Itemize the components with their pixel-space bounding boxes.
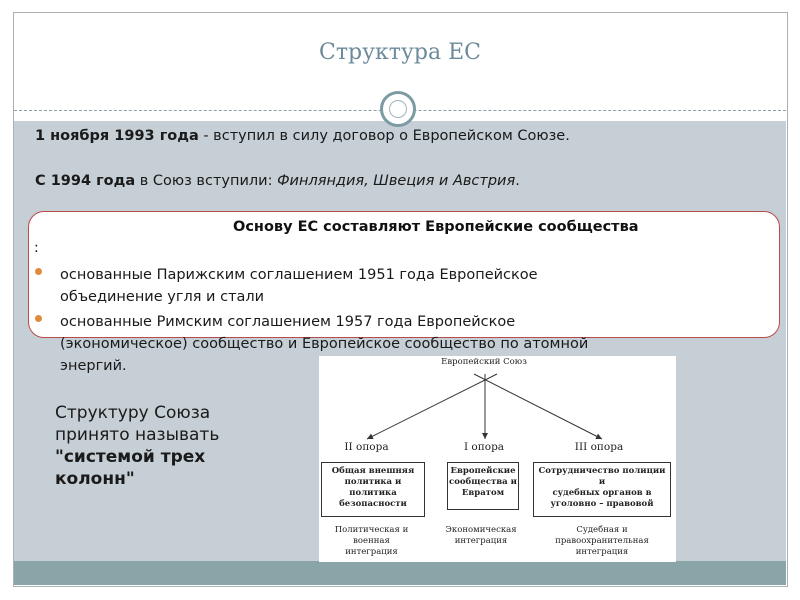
pillar-3-box-line: и: [598, 477, 606, 487]
arrow-left: [367, 374, 497, 439]
caption-line: Судебная и: [576, 525, 628, 535]
caption-line: военная: [353, 536, 390, 546]
pillar-2-box-line: политика: [349, 488, 397, 498]
bullet-line: основанные Римским соглашением 1957 года Европейское: [60, 314, 516, 330]
bullet-text-paris: [60, 264, 538, 308]
pillar-2-box-line: Общая внешняя: [331, 466, 415, 476]
pillars-line: Структуру Союза: [55, 403, 211, 423]
treaty-line: [35, 128, 570, 144]
pillars-line: принято называть: [55, 425, 220, 445]
treaty-date: 1 ноября 1993 года: [35, 128, 199, 144]
bullet-line: энергий.: [60, 358, 127, 374]
pillar-3-box: [533, 462, 671, 517]
caption-line: интеграция: [575, 547, 629, 557]
pillar-2-box-line: безопасности: [339, 499, 407, 509]
pillar-1-box: [447, 462, 519, 510]
pillar-3-box-line: судебных органов в: [552, 488, 652, 498]
pillar-3-title: III опора: [574, 441, 624, 453]
pillar-2-title: II опора: [344, 441, 389, 453]
pillar-3-box-line: Сотрудничество полиции: [538, 466, 666, 476]
pillars-line: колонн": [55, 469, 135, 489]
caption-line: интеграция: [454, 536, 508, 546]
pillar-1-title: I опора: [463, 441, 505, 453]
accession-end: .: [515, 173, 520, 189]
pillar-3-caption: [537, 525, 667, 558]
bullet-line: объединение угля и стали: [60, 289, 265, 305]
diagram-top-label: Европейский Союз: [441, 357, 527, 367]
accession-line: [35, 173, 520, 189]
pillar-1-caption: [431, 525, 531, 547]
caption-line: Экономическая: [445, 525, 517, 535]
pillar-2-box: [321, 462, 425, 517]
pillars-diagram: [319, 356, 676, 562]
pillar-1-box-line: Евратом: [461, 488, 505, 498]
footer-bar: [14, 561, 786, 585]
caption-line: Политическая и: [334, 525, 409, 535]
caption-line: правоохранительная: [555, 536, 649, 546]
accession-year: С 1994 года: [35, 173, 136, 189]
bullet-line: (экономическое) сообщество и Европейское сообщество по атомной: [60, 336, 589, 352]
treaty-text: - вступил в силу договор о Европейском Союзе.: [198, 128, 570, 144]
accession-countries: Финляндия, Швеция и Австрия: [277, 173, 516, 189]
pillars-line: "системой трех: [55, 447, 206, 467]
bullet-icon: [35, 315, 42, 322]
communities-colon: :: [34, 240, 39, 256]
bullet-line: основанные Парижским соглашением 1951 года Европейское: [60, 267, 538, 283]
arrow-right: [474, 374, 602, 439]
slide-title: Структура ЕС: [319, 40, 481, 65]
pillar-3-box-line: уголовно – правовой: [550, 499, 654, 509]
pillar-2-caption: [319, 525, 424, 558]
bullet-icon: [35, 268, 42, 275]
pillar-1-box-line: Европейские: [450, 466, 516, 476]
pillar-2-box-line: политика и: [344, 477, 402, 487]
communities-heading: Основу ЕС составляют Европейские сообщества: [233, 219, 639, 235]
caption-line: интеграция: [345, 547, 398, 557]
accession-text: в Союз вступили:: [135, 173, 278, 189]
circle-ornament-icon: [380, 91, 416, 127]
pillar-1-box-line: сообщества и: [449, 477, 517, 487]
three-pillars-text: [55, 402, 219, 490]
